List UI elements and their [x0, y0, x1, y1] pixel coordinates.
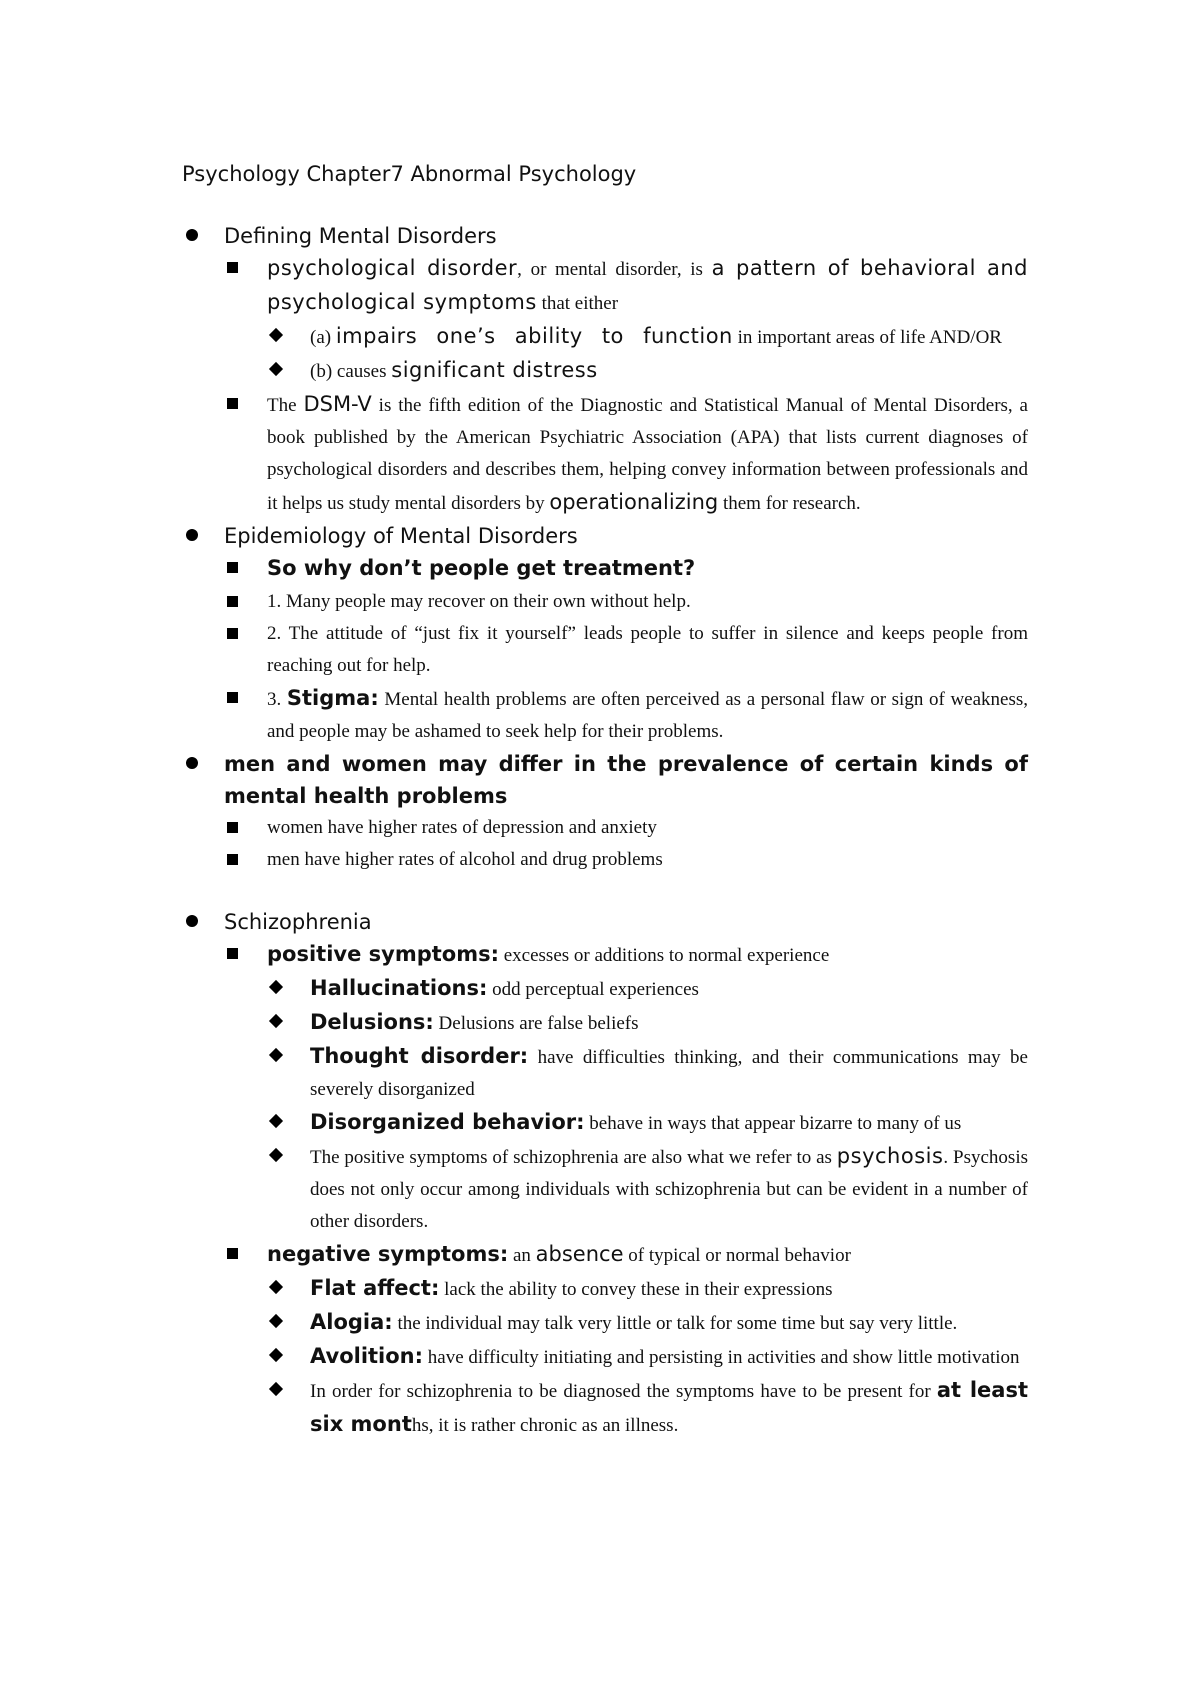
emphasis: So why don’t people get treatment?: [267, 556, 696, 580]
list-item: [267, 1340, 1028, 1374]
section-gender-differences: [182, 748, 1028, 812]
filled-square-bullet-icon: [227, 1248, 238, 1259]
emphasis: Disorganized behavior:: [310, 1110, 585, 1134]
text: hs, it is rather chronic as an illness.: [411, 1415, 679, 1436]
text: that either: [536, 293, 619, 314]
section-heading: Defining Mental Disorders: [224, 224, 497, 248]
filled-square-bullet-icon: [227, 398, 238, 409]
filled-diamond-bullet-icon: [269, 1148, 283, 1162]
text: is the fifth edition of the Diagnostic and Statistical Manual of Mental Disorders, a book published by the American Psychiatric Association (APA) that lists current diagnoses of psychological disorders and describes them, helping convey information between professionals and it helps us study mental disorders by: [267, 395, 1028, 514]
filled-square-bullet-icon: [227, 596, 238, 607]
list-item: [267, 354, 1028, 388]
list-item: [224, 1238, 1028, 1272]
emphasis: Hallucinations:: [310, 976, 488, 1000]
text: Delusions are false beliefs: [433, 1013, 639, 1034]
filled-diamond-bullet-icon: [269, 1382, 283, 1396]
filled-square-bullet-icon: [227, 854, 238, 865]
emphasis: DSM-V: [303, 392, 372, 416]
emphasis: at least six mont: [310, 1378, 1028, 1436]
section-epidemiology: [182, 520, 1028, 552]
section-heading: Schizophrenia: [224, 910, 372, 934]
emphasis: Thought disorder:: [310, 1044, 529, 1068]
text: (a): [310, 327, 336, 348]
list-item: [267, 1006, 1028, 1040]
filled-diamond-bullet-icon: [269, 328, 283, 342]
list-item: [224, 938, 1028, 972]
text: , or mental disorder, is: [517, 259, 712, 280]
emphasis: Alogia:: [310, 1310, 393, 1334]
text: in important areas of life AND/OR: [732, 327, 1002, 348]
section-heading: Epidemiology of Mental Disorders: [224, 524, 578, 548]
filled-circle-bullet-icon: [186, 229, 198, 241]
document-content: [182, 158, 1028, 1442]
filled-diamond-bullet-icon: [269, 362, 283, 376]
list-item: [267, 320, 1028, 354]
emphasis: Avolition:: [310, 1344, 424, 1368]
text: The: [267, 395, 304, 416]
list-item: [267, 972, 1028, 1006]
list-item: [224, 388, 1028, 520]
filled-square-bullet-icon: [227, 948, 238, 959]
text: an: [508, 1245, 536, 1266]
section-heading: men and women may differ in the prevalence of certain kinds of mental health problems: [224, 752, 1028, 808]
filled-circle-bullet-icon: [186, 915, 198, 927]
emphasis: a pattern of behavioral and psychological symptoms: [267, 256, 1028, 314]
text: 2. The attitude of “just fix it yourself” leads people to suffer in silence and keeps people from reaching out for help.: [267, 623, 1028, 676]
filled-square-bullet-icon: [227, 822, 238, 833]
emphasis: significant distress: [391, 358, 598, 382]
text: . Psychosis does not only occur among individuals with schizophrenia but can be evident in a number of other disorders.: [310, 1147, 1028, 1232]
emphasis: absence: [535, 1242, 624, 1266]
filled-square-bullet-icon: [227, 628, 238, 639]
list-item: [267, 1374, 1028, 1442]
list-item: [267, 1306, 1028, 1340]
text: 3.: [267, 689, 287, 710]
emphasis: operationalizing: [549, 490, 719, 514]
emphasis: Flat affect:: [310, 1276, 440, 1300]
filled-diamond-bullet-icon: [269, 1014, 283, 1028]
filled-diamond-bullet-icon: [269, 1114, 283, 1128]
text: Mental health problems are often perceived as a personal flaw or sign of weakness, and people may be ashamed to seek help for their problems.: [267, 689, 1029, 742]
text: the individual may talk very little or talk for some time but say very little.: [392, 1313, 958, 1334]
emphasis: Stigma:: [286, 686, 379, 710]
list-item: [224, 844, 1028, 876]
spacer: [182, 876, 1028, 906]
emphasis: negative symptoms:: [267, 1242, 509, 1266]
list-item: [224, 252, 1028, 320]
list-item: [224, 552, 1028, 586]
filled-square-bullet-icon: [227, 562, 238, 573]
text: of typical or normal behavior: [623, 1245, 851, 1266]
filled-circle-bullet-icon: [186, 529, 198, 541]
filled-diamond-bullet-icon: [269, 980, 283, 994]
filled-circle-bullet-icon: [186, 757, 198, 769]
text: 1. Many people may recover on their own without help.: [267, 591, 691, 612]
list-item: [267, 1040, 1028, 1106]
emphasis: Delusions:: [310, 1010, 434, 1034]
text: them for research.: [718, 493, 861, 514]
list-item: [267, 1140, 1028, 1238]
text: (b) causes: [310, 361, 392, 382]
text: behave in ways that appear bizarre to many of us: [584, 1113, 962, 1134]
text: The positive symptoms of schizophrenia are also what we refer to as: [310, 1147, 837, 1168]
term: psychological disorder: [267, 256, 518, 280]
filled-square-bullet-icon: [227, 262, 238, 273]
text: odd perceptual experiences: [487, 979, 699, 1000]
filled-diamond-bullet-icon: [269, 1048, 283, 1062]
text: have difficulties thinking, and their communications may be severely disorganized: [310, 1047, 1028, 1100]
list-item: [267, 1106, 1028, 1140]
emphasis: psychosis: [836, 1144, 944, 1168]
text: men have higher rates of alcohol and drug problems: [267, 849, 663, 870]
list-item: [224, 682, 1028, 748]
section-schizophrenia: [182, 906, 1028, 938]
emphasis: positive symptoms:: [267, 942, 499, 966]
list-item: [224, 586, 1028, 618]
filled-diamond-bullet-icon: [269, 1348, 283, 1362]
section-defining-mental-disorders: [182, 220, 1028, 252]
list-item: [224, 618, 1028, 682]
list-item: [224, 812, 1028, 844]
emphasis: impairs one’s ability to function: [335, 324, 733, 348]
filled-diamond-bullet-icon: [269, 1280, 283, 1294]
list-item: [267, 1272, 1028, 1306]
text: lack the ability to convey these in their expressions: [439, 1279, 833, 1300]
text: In order for schizophrenia to be diagnosed the symptoms have to be present for: [310, 1381, 937, 1402]
text: women have higher rates of depression and anxiety: [267, 817, 657, 838]
filled-diamond-bullet-icon: [269, 1314, 283, 1328]
page-title: Psychology Chapter7 Abnormal Psychology: [182, 162, 637, 186]
filled-square-bullet-icon: [227, 692, 238, 703]
text: excesses or additions to normal experience: [498, 945, 830, 966]
text: have difficulty initiating and persisting in activities and show little motivation: [423, 1347, 1020, 1368]
